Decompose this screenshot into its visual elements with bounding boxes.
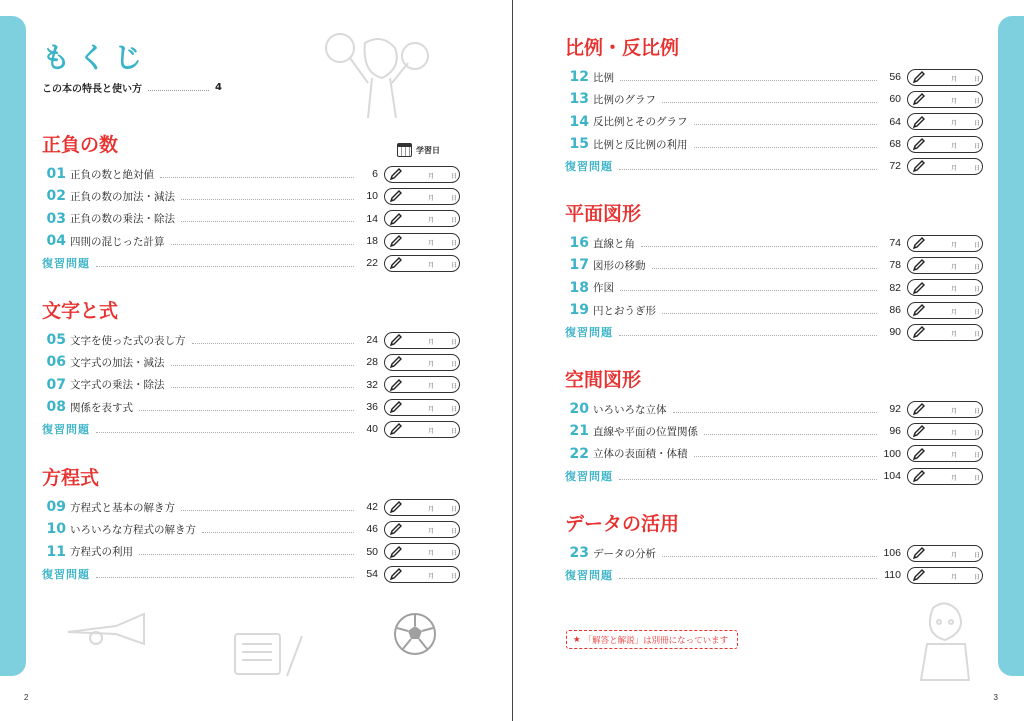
page-ref: 90 <box>889 326 901 339</box>
lesson-title: 反比例とそのグラフ <box>593 116 688 129</box>
lesson-title: 正負の数の乗法・除法 <box>70 213 175 226</box>
pencil-icon <box>389 212 403 226</box>
lesson-title: 文字を使った式の表し方 <box>70 334 186 347</box>
page-ref: 106 <box>883 547 901 560</box>
lesson-number: 11 <box>46 543 66 560</box>
lesson-title: 図形の移動 <box>593 259 646 272</box>
lesson-title: 直線や平面の位置関係 <box>593 425 698 438</box>
leader-dots <box>181 221 354 222</box>
lesson-number: 03 <box>46 210 66 227</box>
section-heimen <box>565 200 983 343</box>
section-title: 文字と式 <box>42 300 119 322</box>
day-label: 日 <box>974 142 981 150</box>
page-ref: 56 <box>889 71 901 84</box>
day-label: 日 <box>974 120 981 128</box>
page-ref: 32 <box>366 378 378 391</box>
study-date-field[interactable] <box>384 166 460 183</box>
lesson-number: 10 <box>46 521 66 538</box>
toc-entry[interactable] <box>42 230 460 252</box>
lesson-number: 09 <box>46 499 66 516</box>
lesson-title: 四則の混じった計算 <box>70 235 165 248</box>
month-label: 月 <box>428 239 435 247</box>
day-label: 日 <box>451 405 458 413</box>
study-date-field[interactable] <box>907 91 983 108</box>
review-entry[interactable] <box>565 564 983 586</box>
leader-dots <box>171 387 355 388</box>
lesson-number: 01 <box>46 166 66 183</box>
leader-dots <box>620 80 877 81</box>
review-label: 復習問題 <box>565 569 613 583</box>
page-ref: 60 <box>889 93 901 106</box>
page-ref: 78 <box>889 259 901 272</box>
leader-dots <box>619 169 877 170</box>
lesson-number: 05 <box>46 332 66 349</box>
page-ref: 28 <box>366 356 378 369</box>
review-entry[interactable] <box>565 465 983 487</box>
month-label: 月 <box>428 427 435 435</box>
month-label: 月 <box>951 407 958 415</box>
page-ref: 24 <box>366 334 378 347</box>
study-date-field[interactable] <box>384 354 460 371</box>
pencil-icon <box>389 545 403 559</box>
section-title: 比例・反比例 <box>565 37 680 59</box>
page-ref: 6 <box>372 168 378 181</box>
pencil-icon <box>912 281 926 295</box>
month-label: 月 <box>428 194 435 202</box>
review-entry[interactable] <box>42 418 460 440</box>
page-ref: 72 <box>889 160 901 173</box>
lesson-number: 02 <box>46 188 66 205</box>
leader-dots <box>181 199 354 200</box>
study-date-field[interactable] <box>384 521 460 538</box>
study-date-field[interactable] <box>384 255 460 272</box>
page-ref: 104 <box>883 470 901 483</box>
month-label: 月 <box>428 217 435 225</box>
review-label: 復習問題 <box>565 470 613 484</box>
leader-dots <box>662 313 877 314</box>
lesson-title: 比例 <box>593 71 614 84</box>
leader-dots <box>192 343 355 344</box>
study-date-field[interactable] <box>384 188 460 205</box>
study-date-field[interactable] <box>907 324 983 341</box>
day-label: 日 <box>974 330 981 338</box>
day-label: 日 <box>451 550 458 558</box>
leader-dots <box>694 147 878 148</box>
study-date-field[interactable] <box>384 210 460 227</box>
section-title: 空間図形 <box>565 369 642 391</box>
lesson-title: いろいろな立体 <box>593 403 667 416</box>
month-label: 月 <box>951 142 958 150</box>
month-label: 月 <box>951 573 958 581</box>
section-title: 正負の数 <box>42 134 119 156</box>
leader-dots <box>619 335 877 336</box>
cheerleader-character-illustration <box>320 28 435 123</box>
lesson-number: 08 <box>46 399 66 416</box>
toc-entry[interactable] <box>565 111 983 133</box>
section-title: 平面図形 <box>565 203 642 225</box>
lesson-number: 13 <box>569 91 589 108</box>
leader-dots <box>641 246 877 247</box>
leader-dots <box>96 577 354 578</box>
study-date-field[interactable] <box>384 376 460 393</box>
study-date-field[interactable] <box>907 401 983 418</box>
day-label: 日 <box>451 338 458 346</box>
leader-dots <box>171 365 355 366</box>
pencil-icon <box>389 400 403 414</box>
lesson-title: 円とおうぎ形 <box>593 304 656 317</box>
leader-dots <box>619 578 877 579</box>
pencil-icon <box>389 522 403 536</box>
day-label: 日 <box>974 452 981 460</box>
month-label: 月 <box>951 164 958 172</box>
study-date-field[interactable] <box>384 399 460 416</box>
toc-entry[interactable] <box>42 329 460 351</box>
study-date-field[interactable] <box>907 257 983 274</box>
study-date-field[interactable] <box>907 235 983 252</box>
page-ref: 18 <box>366 235 378 248</box>
page-ref: 40 <box>366 423 378 436</box>
page-ref: 100 <box>883 447 901 460</box>
lesson-title: いろいろな方程式の解き方 <box>70 523 196 536</box>
toc-entry[interactable] <box>42 185 460 207</box>
section-moji <box>42 297 460 440</box>
toc-entry[interactable] <box>42 496 460 518</box>
section-seifu <box>42 131 460 274</box>
left-edge-tab <box>0 16 26 676</box>
day-label: 日 <box>974 241 981 249</box>
page-number: 2 <box>24 693 29 702</box>
study-date-field[interactable] <box>384 543 460 560</box>
study-date-field[interactable] <box>907 69 983 86</box>
review-label: 復習問題 <box>565 160 613 174</box>
page-ref: 64 <box>889 115 901 128</box>
pencil-icon <box>389 355 403 369</box>
page-ref: 46 <box>366 523 378 536</box>
lesson-title: 文字式の乗法・除法 <box>70 379 165 392</box>
leader-dots <box>139 410 354 411</box>
toc-entry[interactable] <box>565 133 983 155</box>
day-label: 日 <box>974 97 981 105</box>
pencil-icon <box>389 234 403 248</box>
month-label: 月 <box>951 308 958 316</box>
pencil-icon <box>389 333 403 347</box>
month-label: 月 <box>951 551 958 559</box>
leader-dots <box>148 90 209 91</box>
leader-dots <box>181 510 354 511</box>
lesson-number: 22 <box>569 445 589 462</box>
study-date-field[interactable] <box>384 421 460 438</box>
review-label: 復習問題 <box>42 423 90 437</box>
day-label: 日 <box>974 551 981 559</box>
toc-entry[interactable] <box>42 518 460 540</box>
review-label: 復習問題 <box>565 326 613 340</box>
day-label: 日 <box>974 308 981 316</box>
day-label: 日 <box>974 286 981 294</box>
date-legend-label: 学習日 <box>416 145 440 155</box>
pencil-icon <box>389 500 403 514</box>
intro-label: この本の特長と使い方 <box>42 84 142 95</box>
page-ref: 22 <box>366 257 378 270</box>
section-houteishiki <box>42 464 460 585</box>
day-label: 日 <box>974 429 981 437</box>
note-text: 「解答と解説」は別冊になっています <box>583 635 729 646</box>
month-label: 月 <box>951 120 958 128</box>
page-ref: 10 <box>366 190 378 203</box>
month-label: 月 <box>428 550 435 558</box>
right-page <box>512 0 1024 721</box>
toc-entry[interactable] <box>565 299 983 321</box>
lesson-number: 21 <box>569 423 589 440</box>
review-label: 復習問題 <box>42 257 90 271</box>
toc-entry[interactable] <box>565 398 983 420</box>
day-label: 日 <box>451 172 458 180</box>
leader-dots <box>620 290 877 291</box>
day-label: 日 <box>451 572 458 580</box>
day-label: 日 <box>974 407 981 415</box>
month-label: 月 <box>951 97 958 105</box>
leader-dots <box>139 554 354 555</box>
study-date-field[interactable] <box>907 158 983 175</box>
month-label: 月 <box>951 452 958 460</box>
lesson-number: 23 <box>569 545 589 562</box>
toc-entry[interactable] <box>565 443 983 465</box>
lesson-number: 16 <box>569 235 589 252</box>
page-ref: 54 <box>366 568 378 581</box>
month-label: 月 <box>951 286 958 294</box>
page-ref: 82 <box>889 281 901 294</box>
lesson-title: 方程式と基本の解き方 <box>70 501 175 514</box>
review-label: 復習問題 <box>42 568 90 582</box>
study-date-field[interactable] <box>384 499 460 516</box>
notebook-pencil-illustration <box>232 628 304 680</box>
leader-dots <box>96 266 354 267</box>
month-label: 月 <box>428 405 435 413</box>
month-label: 月 <box>428 505 435 513</box>
study-date-field[interactable] <box>907 279 983 296</box>
leader-dots <box>673 412 878 413</box>
leader-dots <box>694 124 878 125</box>
month-label: 月 <box>428 527 435 535</box>
month-label: 月 <box>428 172 435 180</box>
pencil-icon <box>912 115 926 129</box>
review-entry[interactable] <box>565 321 983 343</box>
day-label: 日 <box>451 217 458 225</box>
pencil-icon <box>389 422 403 436</box>
lesson-title: 正負の数と絶対値 <box>70 168 154 181</box>
study-date-field[interactable] <box>907 302 983 319</box>
lesson-number: 12 <box>569 69 589 86</box>
lesson-number: 20 <box>569 401 589 418</box>
month-label: 月 <box>428 261 435 269</box>
review-entry[interactable] <box>42 252 460 274</box>
page-ref: 92 <box>889 403 901 416</box>
section-title: データの活用 <box>565 513 680 535</box>
lesson-number: 18 <box>569 279 589 296</box>
pencil-icon <box>912 402 926 416</box>
leader-dots <box>171 244 355 245</box>
pencil-icon <box>389 256 403 270</box>
month-label: 月 <box>428 360 435 368</box>
day-label: 日 <box>974 573 981 581</box>
section-kukan <box>565 366 983 487</box>
study-date-field[interactable] <box>907 445 983 462</box>
pencil-icon <box>912 159 926 173</box>
study-date-field[interactable] <box>907 423 983 440</box>
pencil-icon <box>912 325 926 339</box>
day-label: 日 <box>974 263 981 271</box>
lesson-number: 04 <box>46 233 66 250</box>
day-label: 日 <box>451 261 458 269</box>
pencil-icon <box>912 546 926 560</box>
page-ref: 14 <box>366 212 378 225</box>
month-label: 月 <box>951 474 958 482</box>
pencil-icon <box>912 70 926 84</box>
section-data <box>565 510 983 587</box>
section-title: 方程式 <box>42 467 100 489</box>
day-label: 日 <box>451 239 458 247</box>
lesson-title: 比例と反比例の利用 <box>593 138 688 151</box>
toc-entry[interactable] <box>565 542 983 564</box>
pencil-icon <box>912 137 926 151</box>
pencil-icon <box>912 447 926 461</box>
pencil-icon <box>912 236 926 250</box>
leader-dots <box>662 556 877 557</box>
page-title: もくじ <box>42 41 151 74</box>
leader-dots <box>160 177 354 178</box>
page-ref: 42 <box>366 501 378 514</box>
day-label: 日 <box>451 527 458 535</box>
page-ref: 68 <box>889 138 901 151</box>
pencil-icon <box>912 258 926 272</box>
pencil-icon <box>389 189 403 203</box>
toc-entry[interactable] <box>42 351 460 373</box>
page-ref: 110 <box>884 569 901 582</box>
page-ref: 96 <box>889 425 901 438</box>
day-label: 日 <box>451 360 458 368</box>
pencil-icon <box>912 303 926 317</box>
day-label: 日 <box>451 194 458 202</box>
month-label: 月 <box>951 263 958 271</box>
month-label: 月 <box>428 572 435 580</box>
leader-dots <box>704 434 877 435</box>
lesson-title: 比例のグラフ <box>593 93 656 106</box>
review-entry[interactable] <box>565 155 983 177</box>
lesson-title: 正負の数の加法・減法 <box>70 190 175 203</box>
lesson-number: 07 <box>46 376 66 393</box>
study-date-field[interactable] <box>907 567 983 584</box>
study-date-field[interactable] <box>907 113 983 130</box>
page-ref: 36 <box>366 401 378 414</box>
leader-dots <box>652 268 878 269</box>
lesson-title: データの分析 <box>593 547 656 560</box>
toc-entry[interactable] <box>565 232 983 254</box>
toc-entry[interactable] <box>565 88 983 110</box>
day-label: 日 <box>974 75 981 83</box>
pencil-icon <box>912 92 926 106</box>
month-label: 月 <box>951 75 958 83</box>
studying-character-illustration <box>913 600 977 684</box>
pencil-icon <box>389 567 403 581</box>
trumpet-illustration <box>66 612 146 648</box>
toc-entry[interactable] <box>565 277 983 299</box>
toc-entry[interactable] <box>42 541 460 563</box>
lesson-title: 作図 <box>593 282 614 295</box>
study-date-field[interactable] <box>907 136 983 153</box>
pencil-icon <box>912 469 926 483</box>
toc-entry[interactable] <box>565 254 983 276</box>
soccer-ball-illustration <box>393 612 437 656</box>
day-label: 日 <box>451 383 458 391</box>
lesson-title: 立体の表面積・体積 <box>593 448 688 461</box>
pencil-icon <box>389 378 403 392</box>
month-label: 月 <box>951 241 958 249</box>
lesson-title: 方程式の利用 <box>70 546 133 559</box>
day-label: 日 <box>974 164 981 172</box>
answer-booklet-note <box>566 630 738 649</box>
toc-entry[interactable] <box>42 396 460 418</box>
lesson-number: 15 <box>569 136 589 153</box>
page-ref: 86 <box>889 304 901 317</box>
month-label: 月 <box>951 330 958 338</box>
right-edge-tab <box>998 16 1024 676</box>
toc-entry[interactable] <box>42 163 460 185</box>
intro-page: 4 <box>215 82 222 93</box>
star-icon: ★ <box>573 634 581 645</box>
toc-entry[interactable] <box>42 208 460 230</box>
leader-dots <box>96 432 354 433</box>
section-hirei <box>565 34 983 177</box>
leader-dots <box>619 479 877 480</box>
page-ref: 50 <box>366 545 378 558</box>
lesson-number: 19 <box>569 302 589 319</box>
page-number: 3 <box>993 693 998 702</box>
day-label: 日 <box>451 427 458 435</box>
month-label: 月 <box>428 338 435 346</box>
pencil-icon <box>389 167 403 181</box>
review-entry[interactable] <box>42 563 460 585</box>
lesson-title: 文字式の加法・減法 <box>70 356 165 369</box>
month-label: 月 <box>428 383 435 391</box>
study-date-field[interactable] <box>384 332 460 349</box>
toc-entry[interactable] <box>565 420 983 442</box>
study-date-field[interactable] <box>384 233 460 250</box>
toc-entry[interactable] <box>565 66 983 88</box>
lesson-number: 17 <box>569 257 589 274</box>
lesson-title: 関係を表す式 <box>70 401 133 414</box>
study-date-field[interactable] <box>907 545 983 562</box>
page-ref: 74 <box>889 237 901 250</box>
pencil-icon <box>912 568 926 582</box>
day-label: 日 <box>451 505 458 513</box>
pencil-icon <box>912 424 926 438</box>
leader-dots <box>694 456 878 457</box>
lesson-number: 14 <box>569 113 589 130</box>
leader-dots <box>202 532 354 533</box>
intro-entry[interactable] <box>42 80 222 95</box>
toc-entry[interactable] <box>42 374 460 396</box>
leader-dots <box>662 102 877 103</box>
lesson-title: 直線と角 <box>593 237 635 250</box>
day-label: 日 <box>974 474 981 482</box>
study-date-field[interactable] <box>907 468 983 485</box>
lesson-number: 06 <box>46 354 66 371</box>
month-label: 月 <box>951 429 958 437</box>
study-date-field[interactable] <box>384 566 460 583</box>
